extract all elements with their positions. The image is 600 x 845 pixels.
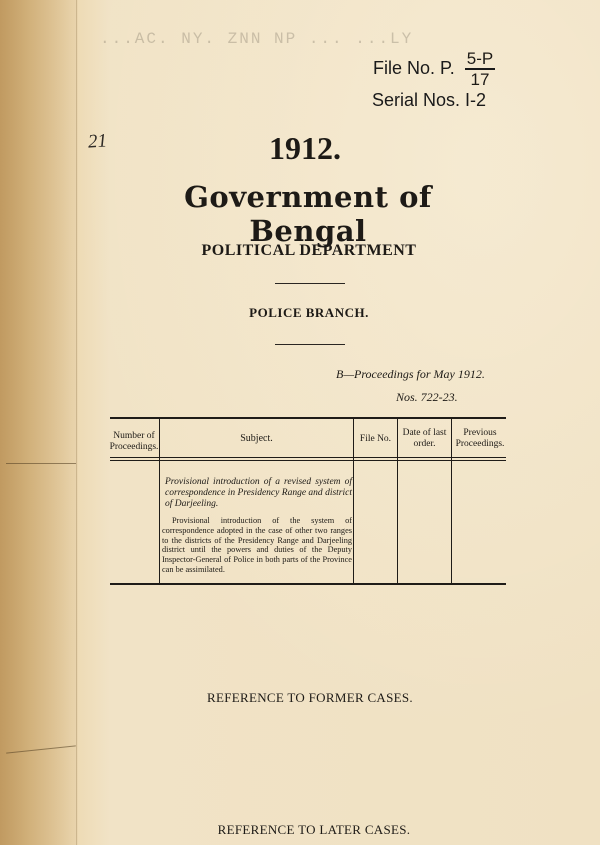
table-top-rule [110,417,506,419]
government-title: Government of Bengal [184,180,432,248]
paper-tear-mark [6,463,76,464]
file-number-fraction [465,50,495,88]
table-header-rule [110,457,506,458]
branch-title: POLICE BRANCH. [249,305,369,320]
reference-former-cases: REFERENCE TO FORMER CASES. [207,690,413,705]
header-previous-proceedings: Previous Proceedings. [455,428,505,449]
file-number-numerator: 5-P [466,49,494,68]
divider-rule [275,344,345,345]
binding-line [76,0,77,845]
table-header-rule-double [110,460,506,461]
document-year: 1912. [269,130,341,166]
file-number-label: File No. P. [373,58,455,78]
header-date-of-last-order: Date of last order. [402,428,447,449]
subject-description: Provisional introduction of the system of correspondence adopted in the case of other two ranges to the districts of the Presidency Range and Darjeeling district until the powers and duties of the Deputy Inspector-General of Police in both parts of the Province can be assimilated. [162,516,352,574]
table-bottom-rule [110,583,506,585]
faint-stamp: ...AC. NY. ZNN NP ... ...LY [100,30,414,48]
file-number-denominator: 17 [470,69,490,89]
header-number-of-proceedings: Number of Proceedings. [109,431,159,452]
proceedings-numbers: Nos. 722-23. [396,390,458,404]
binding-edge [0,0,78,845]
proceedings-line: B—Proceedings for May 1912. [336,367,485,381]
department-title: POLITICAL DEPARTMENT [201,242,417,259]
subject-title: Provisional introduction of a revised system of correspondence in Presidency Range and district of Darjeeling. [165,477,352,509]
reference-later-cases: REFERENCE TO LATER CASES. [217,822,411,837]
handwritten-margin-note: 21 [87,130,108,153]
header-subject: Subject. [240,433,273,444]
header-file-no: File No. [359,434,392,444]
serial-numbers: Serial Nos. I-2 [372,90,487,110]
divider-rule [275,283,345,284]
